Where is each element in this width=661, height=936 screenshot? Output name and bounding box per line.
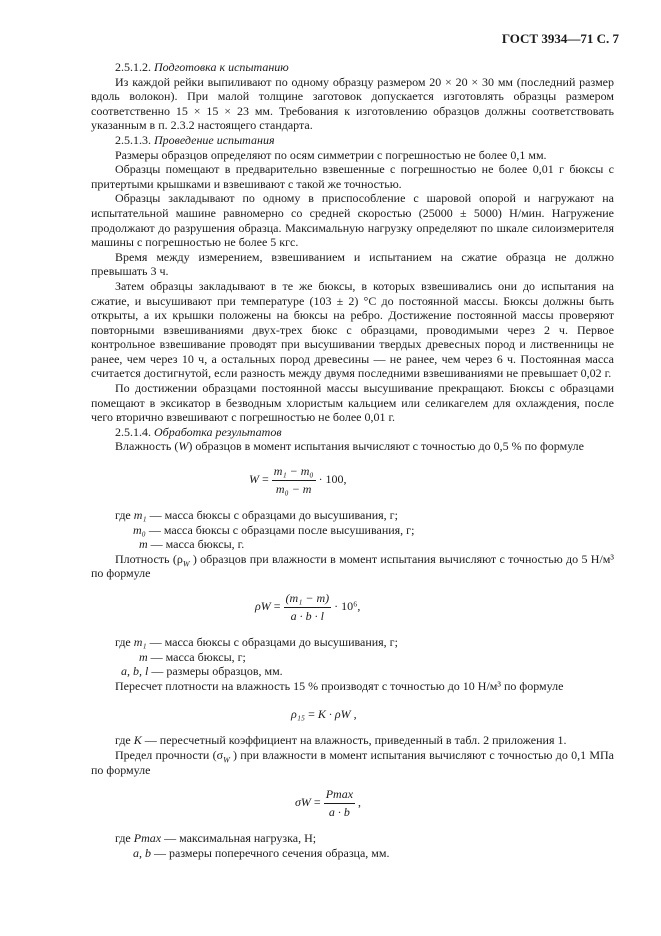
formula-body xyxy=(249,464,347,496)
section-number: 2.5.1.4. xyxy=(115,424,151,439)
numerator: (m₁ − m) xyxy=(284,591,332,608)
moisture-intro xyxy=(91,439,614,454)
where-row xyxy=(91,733,614,748)
where-row xyxy=(91,831,614,846)
document-body xyxy=(91,60,614,860)
definition: — масса бюксы с образцами после высушивания, г; xyxy=(145,522,415,537)
numerator: m₁ − m₀ xyxy=(272,464,316,481)
symbol: a, b xyxy=(133,845,151,860)
formula-body xyxy=(255,591,360,623)
paragraph: Затем образцы закладывают в те же бюксы, в которых взвешивались они до испытания на сжатие, и высушивают при температуре (103 ± 2) °С до постоянной массы. Бюксы должны быть открыты, а их крышки положены на бюксы на ребро. Достижение постоянной массы проверяют повторными взвешиваниями двух-трех бюкс с образцами, проводимыми через 2 ч. Первое контрольное взвешивание проводят при высушивании твердых древесных пород и лиственницы не ранее, чем через 10 ч, а остальных пород древесины — не ранее, чем через 6 ч. Постоянная масса считается достигнутой, если разность между двумя последними взвешиваниями не превышает 0,02 г. xyxy=(91,278,614,381)
paragraph: Размеры образцов определяют по осям симметрии с погрешностью не более 0,1 мм. xyxy=(115,147,547,162)
where-label: где xyxy=(115,508,131,523)
equals-sign: = xyxy=(308,707,318,722)
where-row xyxy=(91,523,614,538)
formula-lhs: ρW xyxy=(255,598,271,613)
formula-lhs: σW xyxy=(295,795,311,809)
definition: — масса бюксы с образцами до высушивания, г; xyxy=(146,635,398,649)
formula-tail: · 100, xyxy=(318,471,347,486)
where-row xyxy=(91,537,614,552)
recalc-intro: Пересчет плотности на влажность 15 % производят с точностью до 10 Н/м³ по формуле xyxy=(115,678,564,693)
formula-strength xyxy=(91,777,614,831)
paragraph: Из каждой рейки выпиливают по одному образцу размером 20 × 20 × 30 мм (последний размер вдоль волокон). При малой толщине заготовок допускается изготовлять образцы размером соответственно 15 × 15 × 23 мм. Требования к изготовлению образцов должны соответствовать указанным в п. 2.3.2 настоящего стандарта. xyxy=(91,74,614,133)
page-header: ГОСТ 3934—71 С. 7 xyxy=(501,31,619,46)
where-row xyxy=(91,635,614,650)
formula-fraction xyxy=(272,464,316,496)
formula-fraction xyxy=(284,591,332,623)
section-title: Обработка результатов xyxy=(154,424,282,439)
formula-fraction xyxy=(324,787,355,819)
denominator: a · b · l xyxy=(290,608,325,623)
symbol: m₀ xyxy=(133,522,146,537)
text-fragment: Плотность (ρ xyxy=(115,551,183,566)
formula-tail: · 10⁶, xyxy=(334,598,361,613)
where-row xyxy=(91,508,614,523)
symbol: K xyxy=(133,733,142,748)
definition: — размеры поперечного сечения образца, мм. xyxy=(151,845,390,860)
symbol: Pmax xyxy=(133,831,162,846)
symbol: W xyxy=(178,439,189,454)
symbol: m₁ xyxy=(133,635,147,649)
definition: — масса бюксы с образцами до высушивания, г; xyxy=(146,508,398,523)
section-title: Подготовка к испытанию xyxy=(154,60,289,74)
section-2513-title xyxy=(91,133,614,148)
where-label: где xyxy=(115,831,131,846)
strength-intro: Предел прочности ($\sigma_W$ ) при влажности в момент испытания вычисляют с точностью до 0,1 МПа по формуле xyxy=(91,747,614,777)
text-fragment: Влажность ( xyxy=(115,439,179,454)
formula-tail: , xyxy=(358,795,362,809)
formula-rhs: K · ρW , xyxy=(317,707,357,722)
section-number: 2.5.1.2. xyxy=(115,60,151,74)
denominator: a · b xyxy=(328,804,350,819)
text-fragment: Предел прочности (σ xyxy=(115,747,224,762)
symbol: a, b, l xyxy=(121,664,149,679)
symbol: m xyxy=(139,537,148,552)
equals-sign: = xyxy=(273,598,284,613)
equals-sign: = xyxy=(262,471,272,486)
symbol: m xyxy=(139,649,148,664)
formula-density-15 xyxy=(91,693,614,733)
formula-density xyxy=(91,581,614,635)
where-label: где xyxy=(115,635,131,649)
definition: — масса бюксы, г. xyxy=(147,537,245,552)
density-intro: Плотность ($\rho_W$ ) образцов при влажности в момент испытания вычисляют с точностью до 5 Н/м³ по формуле xyxy=(91,551,614,581)
denominator: m₀ − m xyxy=(275,481,312,496)
section-number: 2.5.1.3. xyxy=(115,132,151,147)
equals-sign: = xyxy=(313,795,324,809)
where-row xyxy=(91,846,614,861)
where-row xyxy=(91,664,614,679)
section-2512-title xyxy=(91,60,614,75)
formula-lhs: W xyxy=(249,471,259,486)
paragraph: Образцы помещают в предварительно взвешенные с погрешностью не более 0,01 г бюксы с притертыми крышками и взвешивают с такой же точностью. xyxy=(91,162,614,191)
formula-moisture xyxy=(91,454,614,508)
definition: — масса бюксы, г; xyxy=(147,649,246,664)
where-row xyxy=(91,650,614,665)
formula-body xyxy=(295,787,361,819)
text-fragment: ) образцов при влажности в момент испытания вычисляют с точностью до 5 Н/м³ по формуле xyxy=(91,551,614,581)
numerator: Pmax xyxy=(324,787,355,804)
definition: — максимальная нагрузка, Н; xyxy=(161,831,317,846)
paragraph: По достижении образцами постоянной массы высушивание прекращают. Бюксы с образцами помещают в эксикатор в безводным хлористым кальцием или селикагелем для охлаждения, после чего вторично взвешивают с погрешностью не более 0,01 г. xyxy=(91,381,614,425)
symbol: m₁ xyxy=(133,508,147,523)
paragraph: Время между измерением, взвешиванием и испытанием на сжатие образца не должно превышать 3 ч. xyxy=(91,249,614,279)
where-label: где xyxy=(115,733,131,748)
text-fragment: ) образцов в момент испытания вычисляют с точностью до 0,5 % по формуле xyxy=(188,439,584,454)
definition: — пересчетный коэффициент на влажность, приведенный в табл. 2 приложения 1. xyxy=(141,733,567,748)
formula-lhs: ρ₁₅ xyxy=(291,707,306,722)
text-fragment: ) при влажности в момент испытания вычисляют с точностью до 0,1 МПа по формуле xyxy=(91,747,614,777)
formula-body xyxy=(291,707,357,722)
definition: — размеры образцов, мм. xyxy=(148,664,283,679)
section-title: Проведение испытания xyxy=(154,132,275,147)
section-2514-title xyxy=(91,425,614,440)
paragraph: Образцы закладывают по одному в приспособление с шаровой опорой и нагружают на испытательной машине равномерно со средней скоростью (25000 ± 5000) Н/мин. Нагружение продолжают до разрушения образца. Максимальную нагрузку определяют по шкале силоизмерителя машины с погрешностью не более 5 кгс. xyxy=(91,191,614,250)
